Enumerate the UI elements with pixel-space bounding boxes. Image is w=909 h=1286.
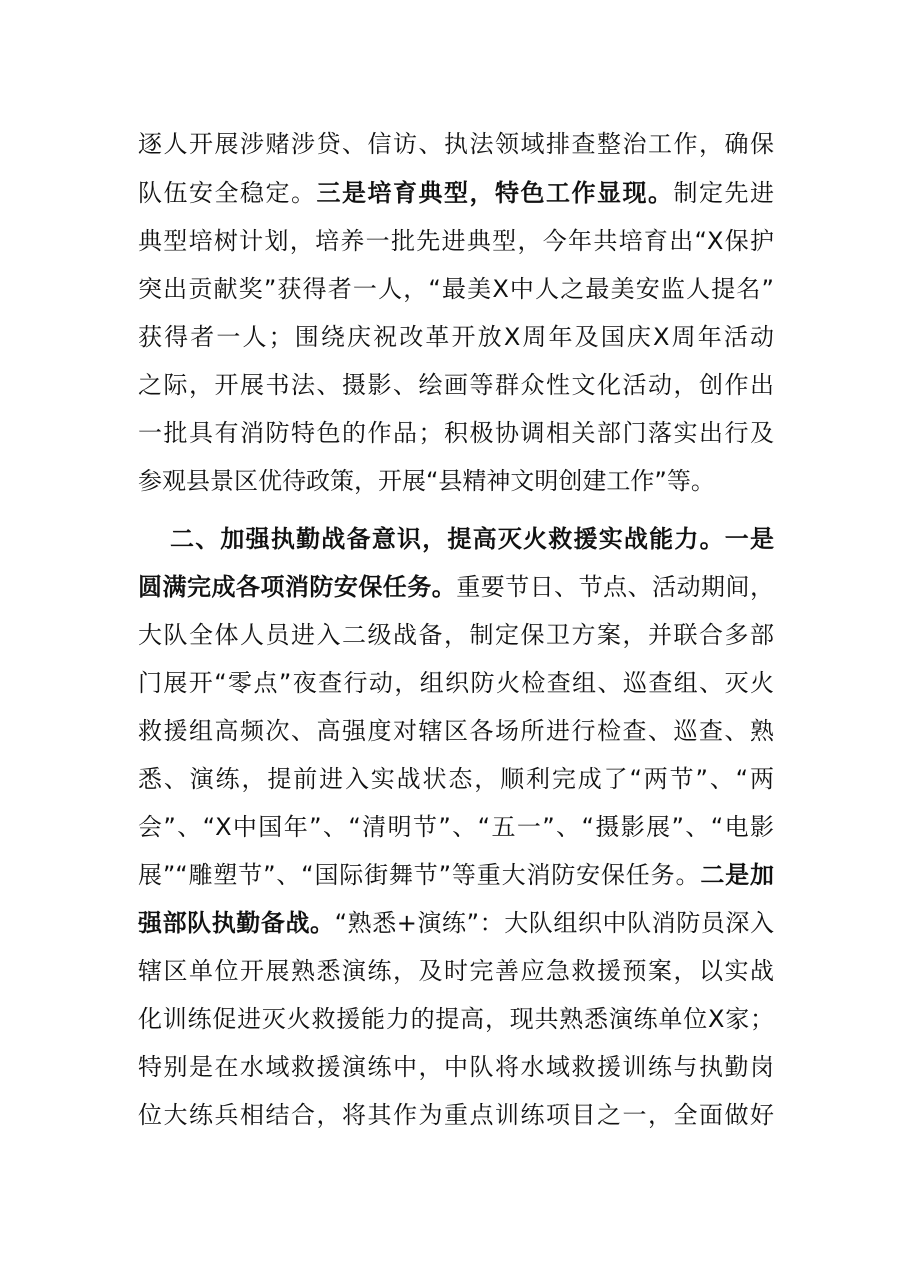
text-line	[138, 810, 774, 844]
text-run: 辖区单位开展熟悉演练，及时完善应急救援预案，以实战	[138, 957, 774, 985]
text-line	[138, 1098, 774, 1132]
text-run: 展”“雕塑节”、“国际街舞节”等重大消防安保任务。	[138, 861, 701, 889]
text-line	[138, 954, 774, 988]
text-run-bold: 三是培育典型，特色工作显现。	[316, 179, 674, 207]
text-run: 逐人开展涉赌涉贷、信访、执法领域排查整治工作，确保	[138, 130, 774, 158]
text-line	[138, 272, 774, 306]
text-line	[138, 1002, 774, 1036]
text-line	[138, 858, 774, 892]
text-line	[138, 464, 774, 498]
text-run: 大队全体人员进入二级战备，制定保卫方案，并联合多部	[138, 621, 774, 649]
text-run: 悉、演练，提前进入实战状态，顺利完成了“两节”、“两	[138, 765, 774, 793]
text-run: 化训练促进灭火救援能力的提高，现共熟悉演练单位X家；	[138, 1005, 774, 1033]
text-line	[138, 618, 774, 652]
text-run: 参观县景区优待政策，开展“县精神文明创建工作”等。	[138, 467, 715, 495]
text-run: 特别是在水域救援演练中，中队将水域救援训练与执勤岗	[138, 1053, 774, 1081]
text-run: 门展开“零点”夜查行动，组织防火检查组、巡查组、灭火	[138, 669, 774, 697]
text-run: 获得者一人；围绕庆祝改革开放X周年及国庆X周年活动	[138, 323, 774, 351]
text-run-bold: 二、加强执勤战备意识，提高灭火救援实战能力。一是	[170, 525, 774, 553]
text-line	[138, 416, 774, 450]
text-run: 典型培树计划，培养一批先进典型，今年共培育出“X保护	[138, 227, 774, 255]
text-run-bold: 强部队执勤备战。	[138, 909, 335, 937]
text-line	[138, 762, 774, 796]
text-line	[138, 320, 774, 354]
text-run: 队伍安全稳定。	[138, 179, 317, 207]
text-line	[138, 127, 774, 161]
text-run-bold: 二是加	[700, 861, 775, 889]
text-run: 之际，开展书法、摄影、绘画等群众性文化活动，创作出	[138, 371, 774, 399]
text-run: 制定先进	[673, 179, 774, 207]
text-line	[138, 224, 774, 258]
text-run: 救援组高频次、高强度对辖区各场所进行检查、巡查、熟	[138, 717, 774, 745]
text-run: 突出贡献奖”获得者一人，“最美X中人之最美安监人提名”	[138, 275, 774, 303]
text-run: 会”、“X中国年”、“清明节”、“五一”、“摄影展”、“电影	[138, 813, 774, 841]
text-line	[138, 714, 774, 748]
text-run-bold: 圆满完成各项消防安保任务。	[138, 573, 457, 601]
text-line	[138, 666, 774, 700]
text-line	[138, 176, 774, 210]
text-line	[138, 368, 774, 402]
text-line	[138, 906, 774, 940]
text-line	[138, 1050, 774, 1084]
text-line	[138, 570, 774, 604]
text-run: 一批具有消防特色的作品；积极协调相关部门落实出行及	[138, 419, 774, 447]
section-heading-line	[170, 522, 774, 556]
text-run: 重要节日、节点、活动期间，	[456, 573, 775, 601]
text-run: 位大练兵相结合，将其作为重点训练项目之一，全面做好	[138, 1101, 774, 1129]
text-run: “熟悉+演练”：大队组织中队消防员深入	[334, 909, 774, 937]
